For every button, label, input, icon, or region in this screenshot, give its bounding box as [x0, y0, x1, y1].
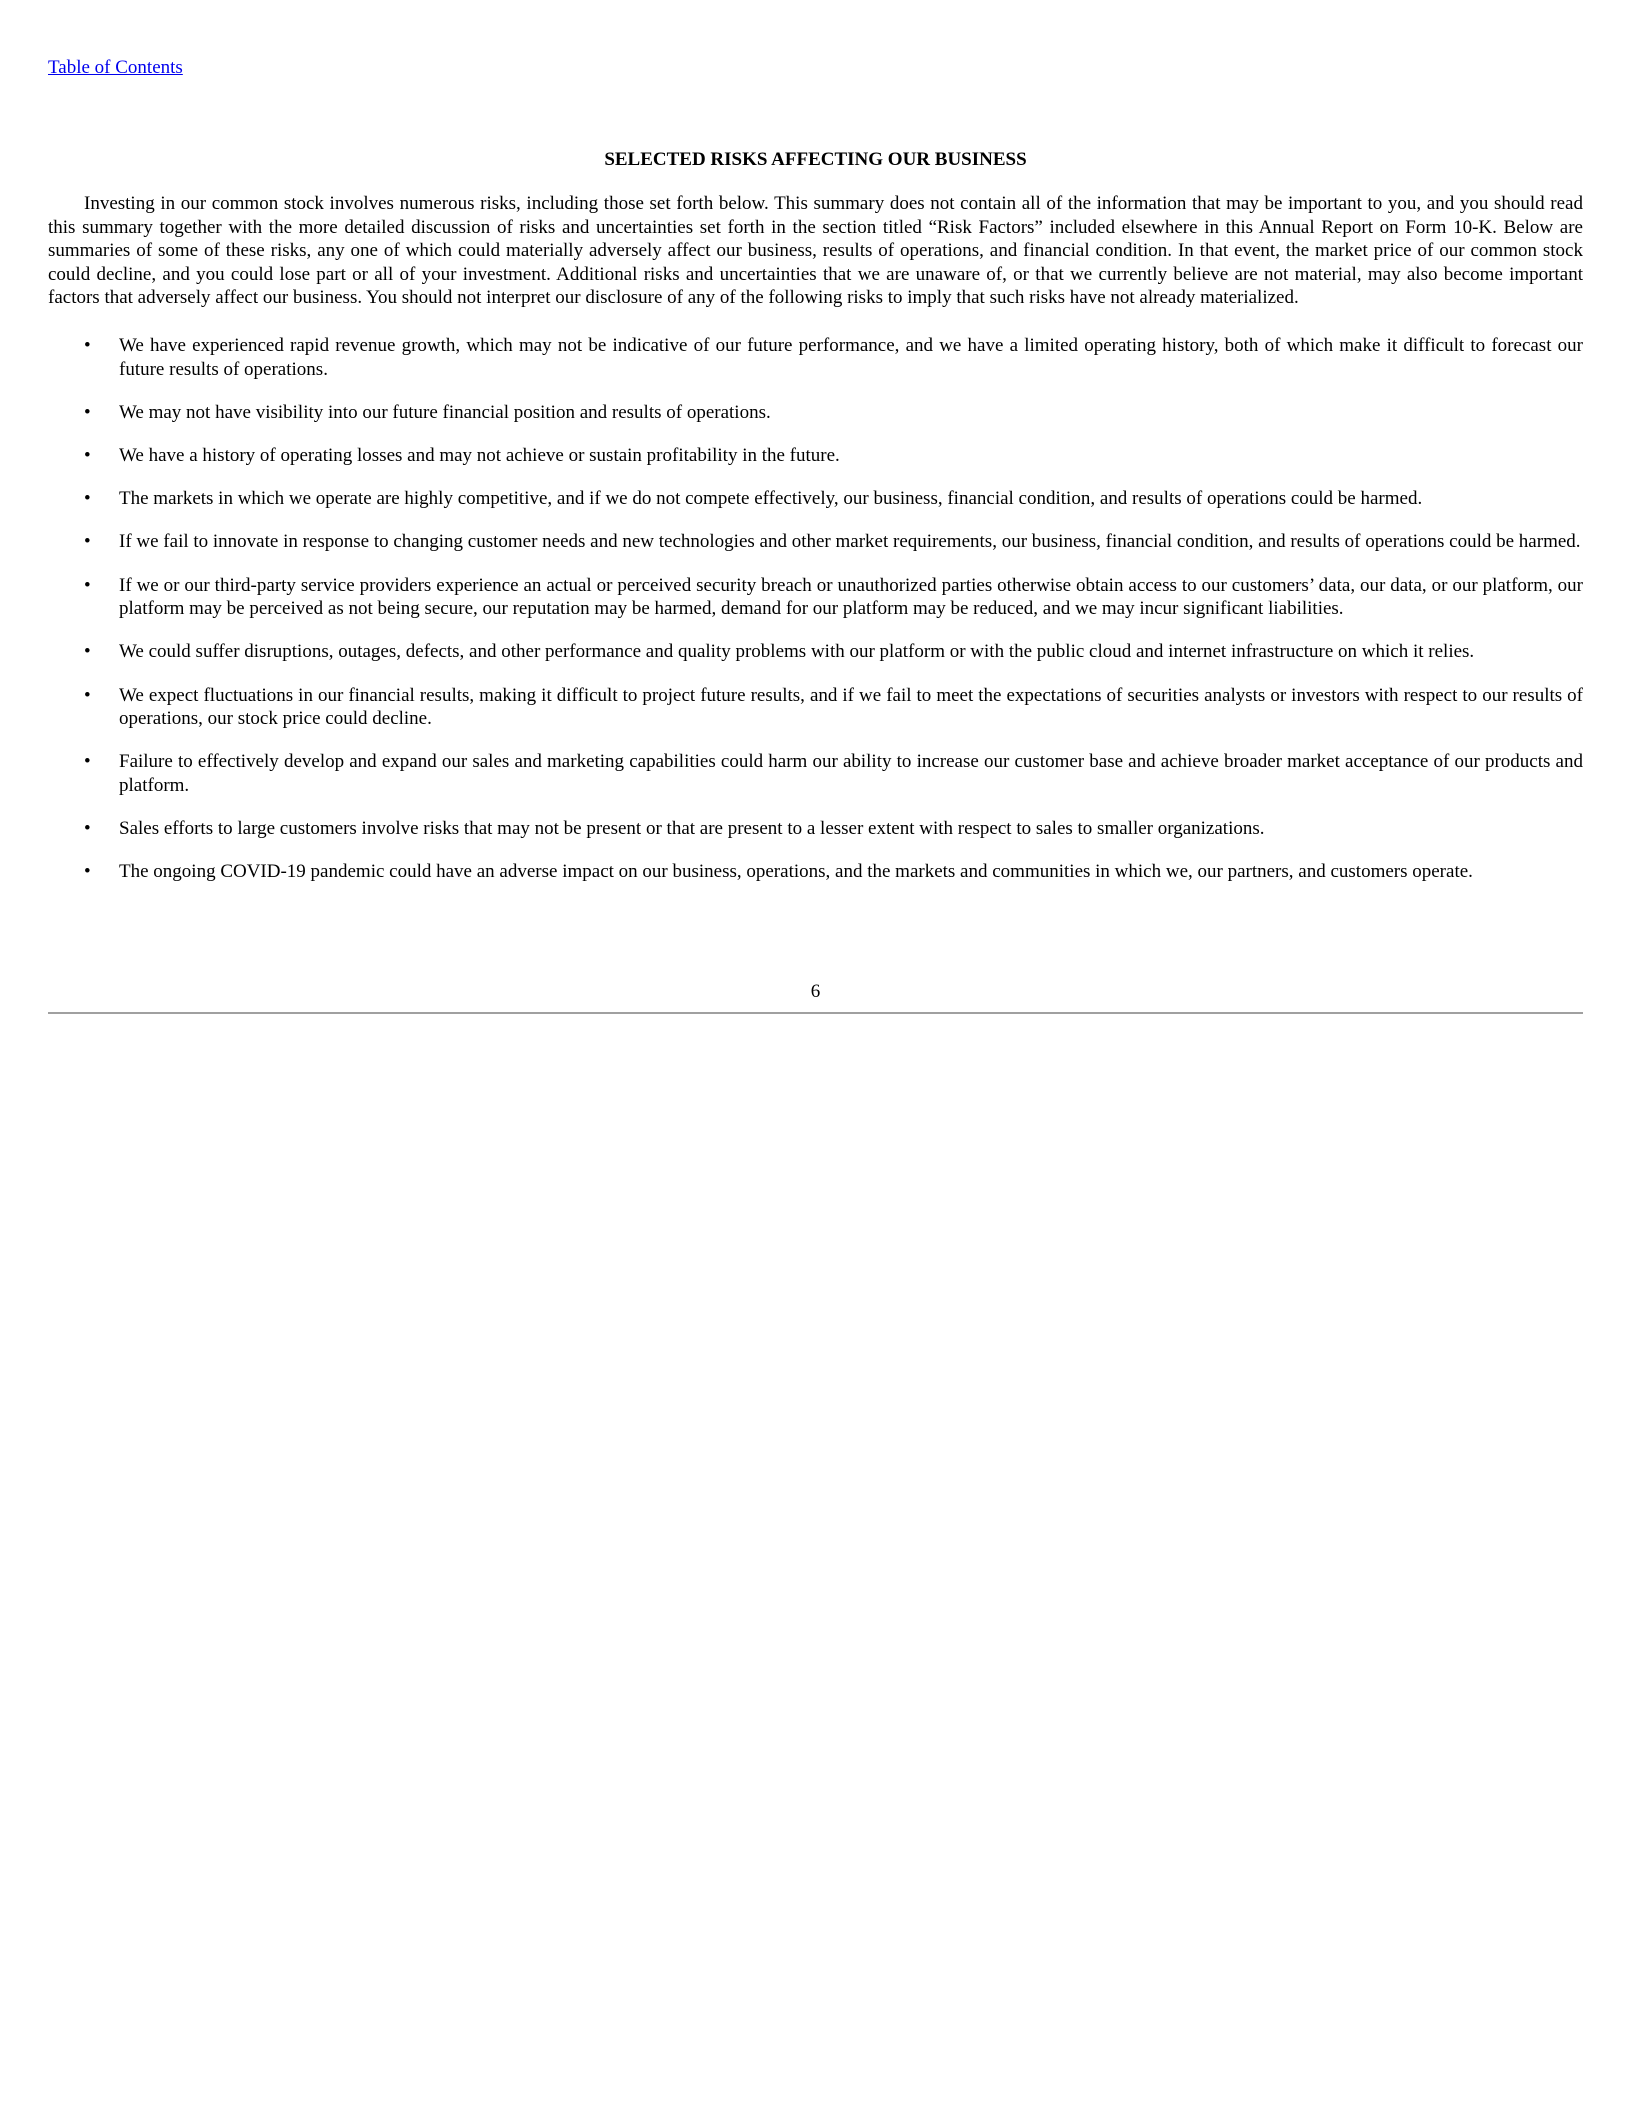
- risk-text: We could suffer disruptions, outages, defects, and other performance and quality problems with our platform or with the public cloud and internet infrastructure on which it relies.: [119, 641, 1475, 663]
- risk-item: [48, 401, 1583, 425]
- bullet-icon: •: [84, 444, 91, 466]
- bullet-icon: •: [84, 684, 91, 706]
- risk-text: If we or our third-party service providers experience an actual or perceived security breach or unauthorized parties otherwise obtain access to our customers’ data, our data, or our platform, our platform may be perceived as not being secure, our reputation may be harmed, demand for our platform may be reduced, and we may incur significant liabilities.: [119, 574, 1583, 620]
- bullet-icon: •: [84, 401, 91, 423]
- risk-list: [48, 334, 1583, 903]
- bullet-icon: •: [84, 861, 91, 883]
- table-of-contents-link[interactable]: Table of Contents: [48, 57, 183, 78]
- risk-item: [48, 640, 1583, 664]
- risk-text: We expect fluctuations in our financial results, making it difficult to project future results, and if we fail to meet the expectations of securities analysts or investors with respect to our results of operations, our stock price could decline.: [119, 684, 1583, 730]
- risk-item: [48, 750, 1583, 797]
- risk-item: [48, 487, 1583, 511]
- risk-item: [48, 444, 1583, 468]
- page-number: 6: [810, 981, 821, 1002]
- bullet-icon: •: [84, 641, 91, 663]
- risk-item: [48, 574, 1583, 621]
- risk-text: If we fail to innovate in response to changing customer needs and new technologies and other market requirements, our business, financial condition, and results of operations could be harmed.: [119, 531, 1581, 553]
- risk-text: The markets in which we operate are highly competitive, and if we do not compete effectively, our business, financial condition, and results of operations could be harmed.: [119, 488, 1423, 510]
- risk-item: [48, 860, 1583, 884]
- risk-text: Failure to effectively develop and expand our sales and marketing capabilities could harm our ability to increase our customer base and achieve broader market acceptance of our products and platform.: [119, 751, 1583, 796]
- bullet-icon: •: [84, 531, 91, 553]
- intro-paragraph: Investing in our common stock involves numerous risks, including those set forth below. This summary does not contain all of the information that may be important to you, and you should read this summary together with the more detailed discussion of risks and uncertainties set forth in the section titled “Risk Factors” included elsewhere in this Annual Report on Form 10-K. Below are summaries of some of these risks, any one of which could materially adversely affect our business, results of operations, and financial condition. In that event, the market price of our common stock could decline, and you could lose part or all of your investment. Additional risks and uncertainties that we are unaware of, or that we currently believe are not material, may also become important factors that adversely affect our business. You should not interpret our disclosure of any of the following risks to imply that such risks have not already materialized.: [48, 193, 1583, 309]
- section-title: SELECTED RISKS AFFECTING OUR BUSINESS: [604, 149, 1027, 170]
- bullet-icon: •: [84, 335, 91, 356]
- risk-item: [48, 530, 1583, 554]
- bullet-icon: •: [84, 818, 91, 840]
- risk-item: [48, 684, 1583, 731]
- risk-text: We may not have visibility into our future financial position and results of operations.: [119, 401, 771, 423]
- bullet-icon: •: [84, 488, 91, 510]
- risk-text: Sales efforts to large customers involve risks that may not be present or that are present to a lesser extent with respect to sales to smaller organizations.: [119, 818, 1265, 840]
- risk-text: The ongoing COVID-19 pandemic could have an adverse impact on our business, operations, and the markets and communities in which we, our partners, and customers operate.: [119, 861, 1473, 883]
- page-divider: [48, 1012, 1583, 1014]
- bullet-icon: •: [84, 751, 91, 773]
- bullet-icon: •: [84, 574, 91, 596]
- risk-item: [48, 817, 1583, 841]
- risk-text: We have experienced rapid revenue growth, which may not be indicative of our future performance, and we have a limited operating history, both of which make it difficult to forecast our future results of operations.: [119, 335, 1583, 380]
- risk-item: [48, 334, 1583, 381]
- risk-text: We have a history of operating losses and may not achieve or sustain profitability in the future.: [119, 444, 840, 466]
